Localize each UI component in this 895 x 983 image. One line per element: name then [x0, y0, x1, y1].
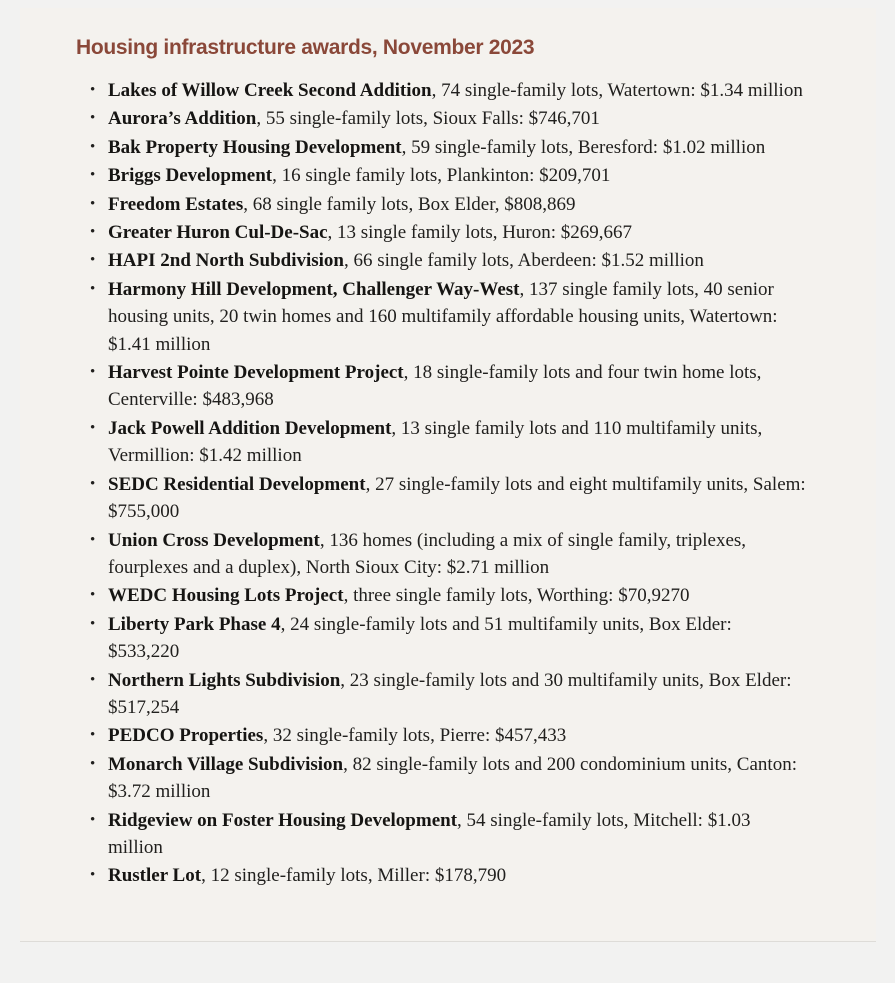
project-details: , 74 single-family lots, Watertown: $1.34 million	[431, 80, 803, 101]
project-details: , 68 single family lots, Box Elder, $808,869	[243, 193, 576, 215]
award-text	[108, 134, 806, 161]
awards-card	[20, 8, 876, 942]
list-item	[90, 862, 806, 889]
list-item	[90, 162, 806, 189]
project-details: , 16 single family lots, Plankinton: $209,701	[272, 165, 611, 187]
list-item	[90, 359, 806, 414]
project-details: , 24 single-family lots and 51 multifamily units, Box Elder: $533,220	[108, 613, 732, 663]
award-text	[108, 722, 806, 749]
bullet-icon: •	[90, 671, 96, 688]
project-details: , 59 single-family lots, Beresford: $1.02 million	[401, 136, 766, 158]
list-item	[90, 191, 806, 218]
project-details: , 136 homes (including a mix of single family, triplexes, fourplexes and a duplex), North Sioux City: $2.71 million	[108, 529, 747, 578]
list-item	[90, 247, 806, 274]
project-details: , 55 single-family lots, Sioux Falls: $746,701	[256, 108, 600, 130]
bullet-icon: •	[90, 280, 96, 297]
project-name: Briggs Development	[108, 165, 273, 187]
project-name: Union Cross Development	[108, 529, 320, 551]
project-details: , 23 single-family lots and 30 multifamily units, Box Elder: $517,254	[108, 669, 792, 718]
project-name: Aurora’s Addition	[108, 108, 257, 130]
project-name: WEDC Housing Lots Project	[108, 585, 344, 607]
list-item	[90, 219, 806, 246]
project-name: Ridgeview on Foster Housing Development	[108, 809, 458, 831]
project-details: , 13 single family lots, Huron: $269,667	[327, 222, 633, 244]
bullet-icon: •	[90, 224, 96, 241]
award-text	[108, 77, 806, 104]
bullet-icon: •	[90, 138, 96, 155]
project-details: , 18 single-family lots and four twin home lots, Centerville: $483,968	[108, 362, 762, 411]
award-text	[108, 247, 806, 274]
bullet-icon: •	[90, 755, 96, 772]
bullet-icon: •	[90, 110, 96, 127]
project-name: Jack Powell Addition Development	[108, 417, 392, 439]
bullet-icon: •	[90, 364, 96, 381]
award-text	[108, 219, 806, 246]
bullet-icon: •	[90, 82, 96, 98]
award-text	[108, 471, 806, 526]
award-text	[108, 807, 806, 862]
project-details: , 12 single-family lots, Miller: $178,790	[201, 865, 507, 887]
bullet-icon: •	[90, 252, 96, 269]
list-item	[90, 807, 806, 862]
project-details: , 32 single-family lots, Pierre: $457,433	[263, 725, 567, 747]
project-details: , three single family lots, Worthing: $70,9270	[343, 585, 690, 607]
bullet-icon: •	[90, 195, 96, 212]
list-item	[90, 77, 806, 104]
award-text	[108, 862, 806, 889]
project-details: , 13 single family lots and 110 multifamily units, Vermillion: $1.42 million	[108, 417, 763, 467]
bullet-icon: •	[90, 587, 96, 604]
awards-list	[76, 77, 806, 890]
award-text	[108, 276, 806, 358]
bullet-icon: •	[90, 867, 96, 884]
project-name: HAPI 2nd North Subdivision	[108, 250, 344, 272]
page-title: Housing infrastructure awards, November 2023	[76, 36, 535, 59]
list-item	[90, 582, 806, 609]
list-item	[90, 611, 806, 666]
award-text	[108, 582, 806, 609]
project-details: , 27 single-family lots and eight multifamily units, Salem: $755,000	[108, 473, 806, 523]
list-item	[90, 471, 806, 526]
list-item	[90, 276, 806, 358]
project-details: , 82 single-family lots and 200 condominium units, Canton: $3.72 million	[108, 753, 797, 803]
list-item	[90, 415, 806, 470]
award-text	[108, 105, 806, 132]
award-text	[108, 751, 806, 806]
project-name: PEDCO Properties	[108, 725, 264, 747]
bullet-icon: •	[90, 475, 96, 492]
list-item	[90, 667, 806, 722]
bullet-icon: •	[90, 167, 96, 184]
award-text	[108, 191, 806, 218]
award-text	[108, 611, 806, 666]
award-text	[108, 527, 806, 582]
project-name: Monarch Village Subdivision	[108, 753, 344, 775]
project-name: Bak Property Housing Development	[108, 136, 402, 158]
award-text	[108, 359, 806, 414]
bullet-icon: •	[90, 811, 96, 828]
list-item	[90, 134, 806, 161]
award-text	[108, 667, 806, 722]
project-name: Harmony Hill Development, Challenger Way-West	[108, 278, 520, 300]
list-item	[90, 751, 806, 806]
award-text	[108, 415, 806, 470]
project-details: , 66 single family lots, Aberdeen: $1.52 million	[344, 250, 704, 272]
project-details: , 137 single family lots, 40 senior housing units, 20 twin homes and 160 multifamily affordable housing units, Watertown: $1.41 million	[108, 278, 778, 355]
project-name: Northern Lights Subdivision	[108, 669, 341, 691]
list-item	[90, 527, 806, 582]
project-name: Lakes of Willow Creek Second Addition	[108, 80, 432, 101]
project-name: Liberty Park Phase 4	[108, 613, 281, 635]
list-item	[90, 722, 806, 749]
project-name: Harvest Pointe Development Project	[108, 362, 404, 384]
list-item	[90, 105, 806, 132]
project-name: Greater Huron Cul-De-Sac	[108, 222, 328, 244]
bullet-icon: •	[90, 419, 96, 436]
award-text	[108, 162, 806, 189]
bullet-icon: •	[90, 615, 96, 632]
project-name: Freedom Estates	[108, 193, 244, 215]
project-details: , 54 single-family lots, Mitchell: $1.03 million	[108, 809, 751, 858]
bullet-icon: •	[90, 727, 96, 744]
project-name: SEDC Residential Development	[108, 473, 366, 495]
bullet-icon: •	[90, 531, 96, 548]
project-name: Rustler Lot	[108, 865, 202, 887]
